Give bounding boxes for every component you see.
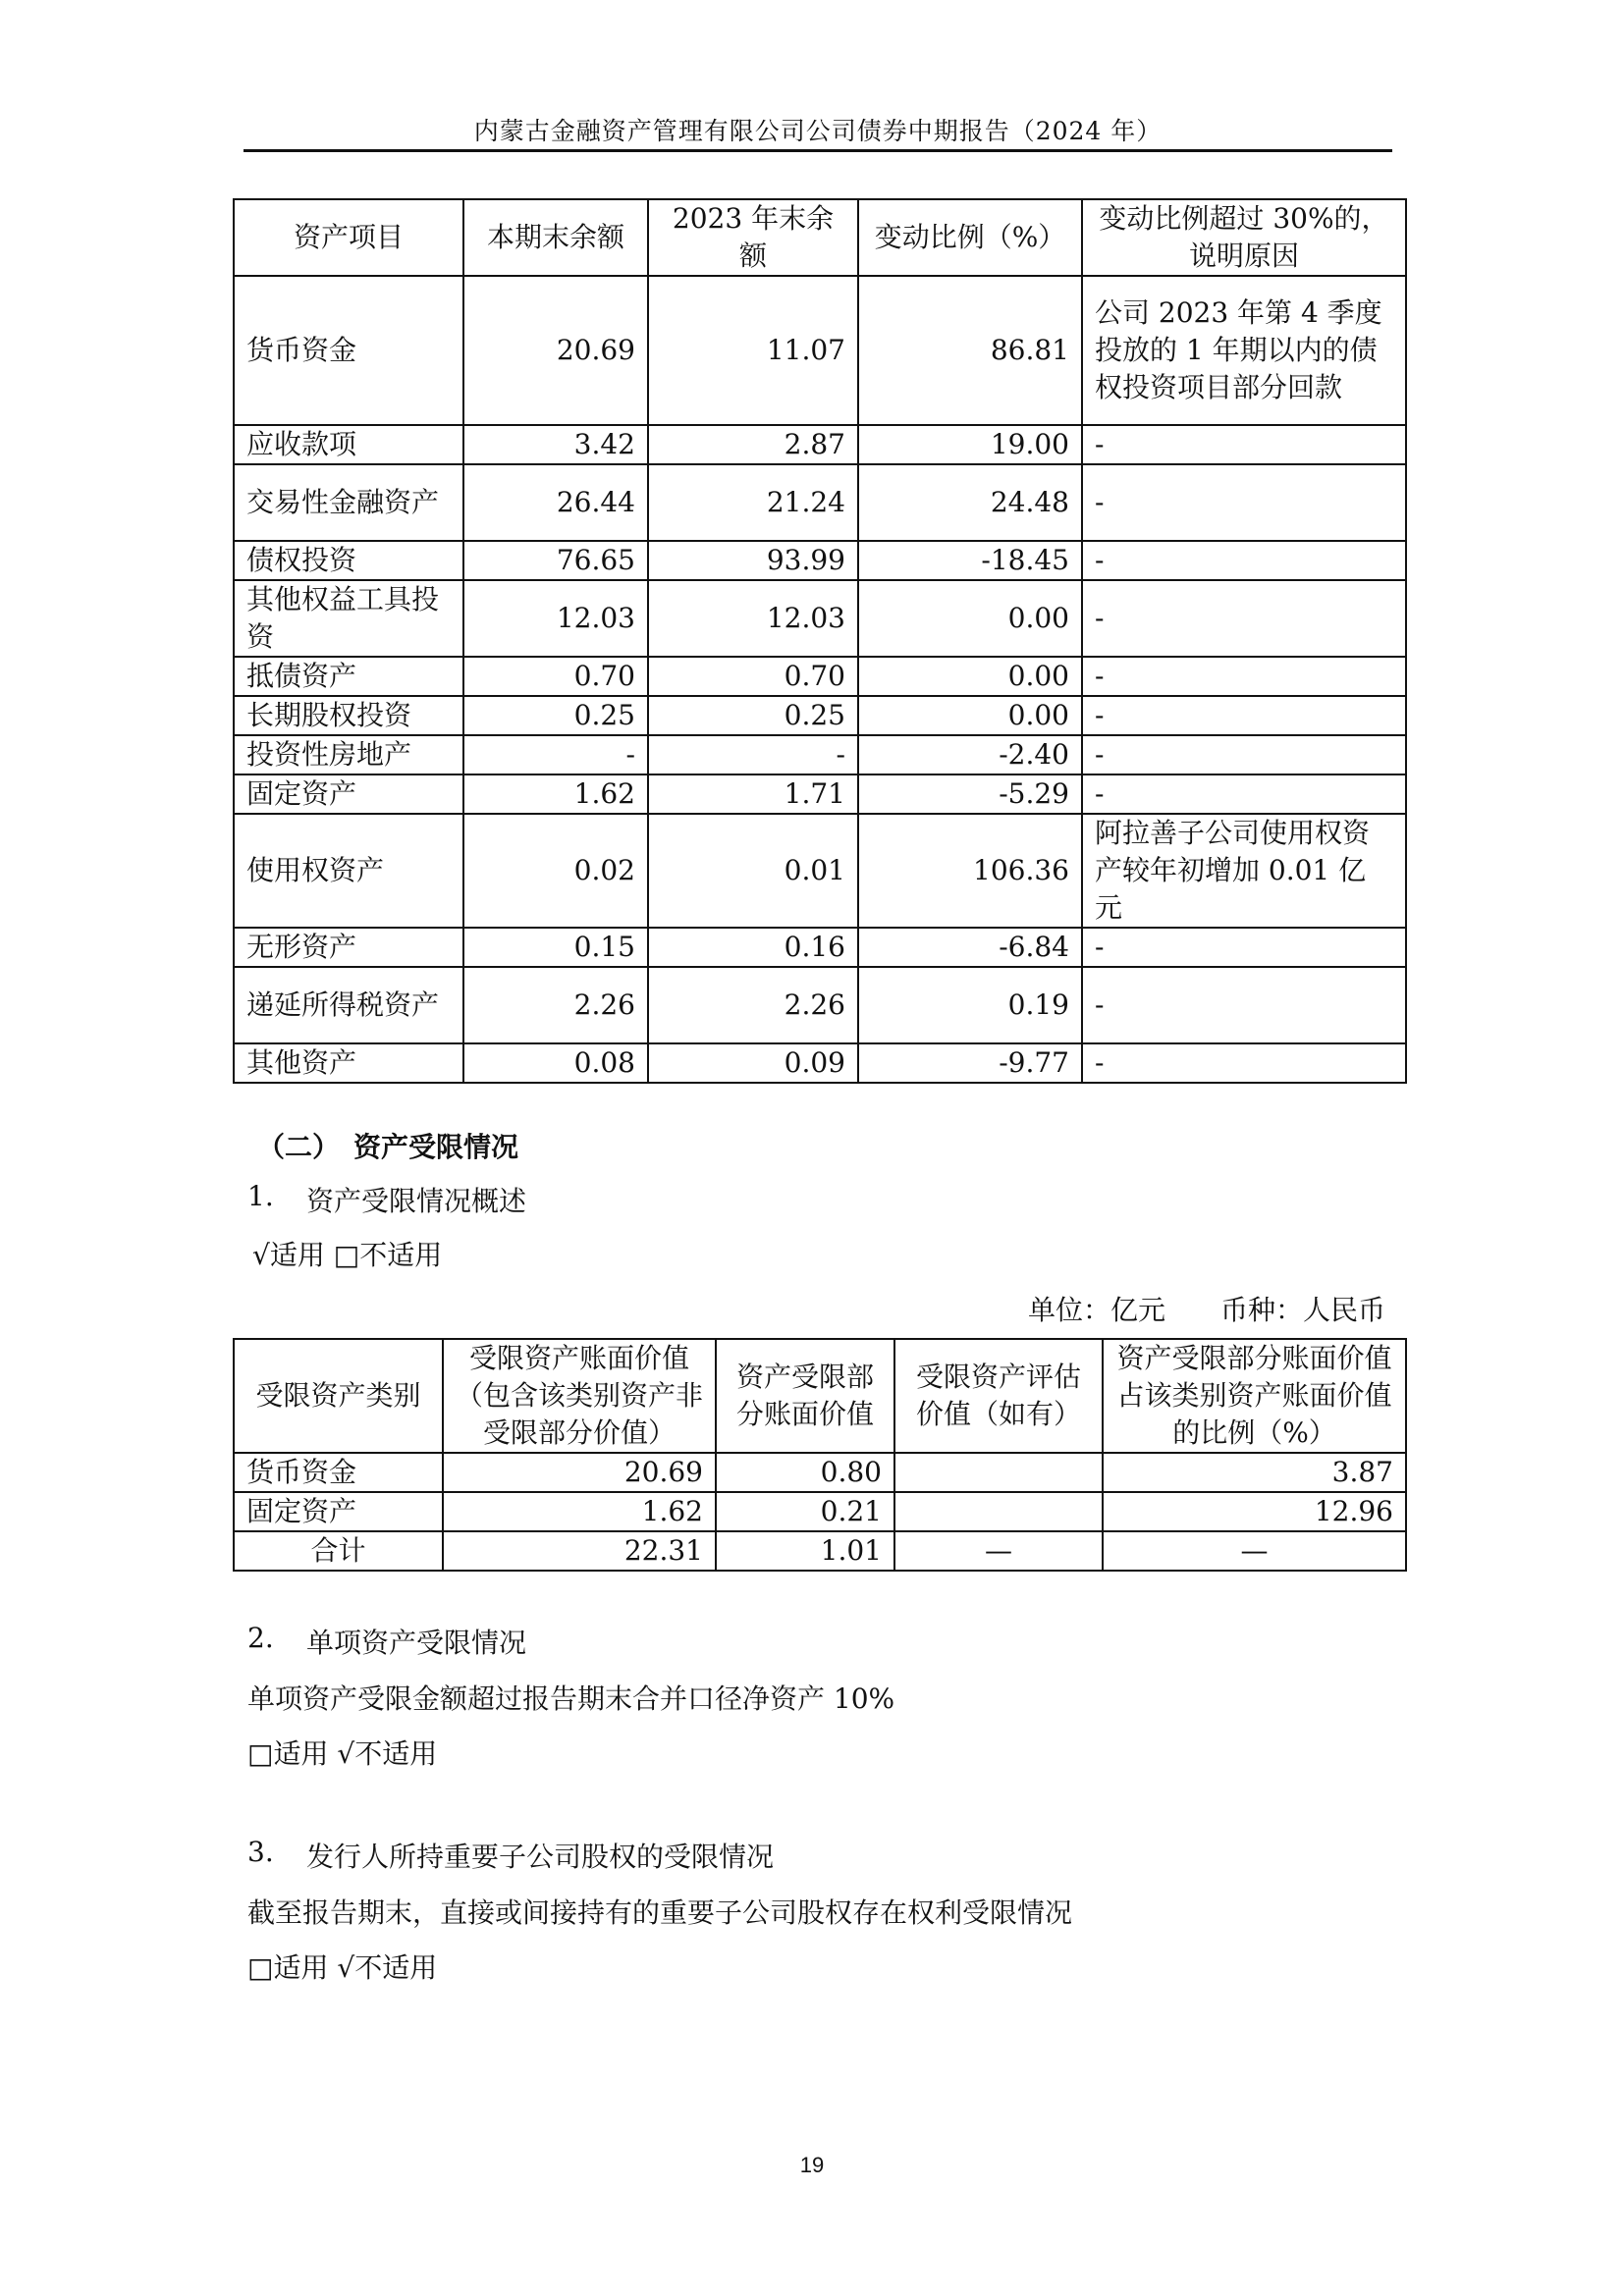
- restricted-category-cell: 货币资金: [234, 1453, 443, 1492]
- current-balance-cell: 0.25: [463, 696, 648, 735]
- book-value-cell: 20.69: [443, 1453, 716, 1492]
- asset-item-cell: 抵债资产: [234, 657, 463, 696]
- asset-item-cell: 交易性金融资产: [234, 464, 463, 541]
- current-balance-cell: 76.65: [463, 541, 648, 580]
- asset-item-cell: 其他权益工具投资: [234, 580, 463, 657]
- prior-balance-cell: 0.70: [648, 657, 858, 696]
- change-ratio-cell: 0.00: [858, 657, 1082, 696]
- current-balance-cell: 3.42: [463, 425, 648, 464]
- asset-item-cell: 货币资金: [234, 276, 463, 425]
- current-balance-cell: 1.62: [463, 774, 648, 814]
- current-balance-cell: 12.03: [463, 580, 648, 657]
- current-balance-cell: 0.08: [463, 1043, 648, 1083]
- change-ratio-cell: 24.48: [858, 464, 1082, 541]
- prior-balance-cell: 0.25: [648, 696, 858, 735]
- change-reason-cell: -: [1082, 425, 1406, 464]
- restricted-asset-row: [234, 1453, 1406, 1492]
- col-header-asset-item: 资产项目: [234, 199, 463, 276]
- asset-row: [234, 464, 1406, 541]
- asset-item-cell: 应收款项: [234, 425, 463, 464]
- change-reason-cell: -: [1082, 774, 1406, 814]
- change-reason-cell: -: [1082, 464, 1406, 541]
- asset-row: [234, 774, 1406, 814]
- change-reason-cell: -: [1082, 1043, 1406, 1083]
- appraisal-value-cell: [894, 1492, 1103, 1531]
- asset-item-cell: 使用权资产: [234, 814, 463, 928]
- asset-row: [234, 276, 1406, 425]
- asset-item-cell: 投资性房地产: [234, 735, 463, 774]
- subsection-3-applicable: □适用 √不适用: [247, 1951, 438, 1984]
- page-header: 内蒙古金融资产管理有限公司公司债券中期报告（2024 年）: [473, 117, 1163, 145]
- change-ratio-cell: 0.19: [858, 967, 1082, 1043]
- prior-balance-cell: 12.03: [648, 580, 858, 657]
- subsection-2-applicable: □适用 √不适用: [247, 1737, 438, 1770]
- restricted-category-cell: 固定资产: [234, 1492, 443, 1531]
- prior-balance-cell: 2.26: [648, 967, 858, 1043]
- total-appraisal-value: —: [894, 1531, 1103, 1571]
- col-header-book-value: 受限资产账面价值（包含该类别资产非受限部分价值）: [443, 1339, 716, 1453]
- col-header-change-ratio: 变动比例（%）: [858, 199, 1082, 276]
- col-header-current-balance: 本期末余额: [463, 199, 648, 276]
- change-ratio-cell: 86.81: [858, 276, 1082, 425]
- change-reason-cell: 阿拉善子公司使用权资产较年初增加 0.01 亿元: [1082, 814, 1406, 928]
- total-row: [234, 1531, 1406, 1571]
- col-header-change-reason: 变动比例超过 30%的，说明原因: [1082, 199, 1406, 276]
- restricted-book-value-cell: 0.80: [716, 1453, 894, 1492]
- prior-balance-cell: 0.01: [648, 814, 858, 928]
- asset-row: [234, 928, 1406, 967]
- current-balance-cell: 0.15: [463, 928, 648, 967]
- prior-balance-cell: 2.87: [648, 425, 858, 464]
- asset-item-cell: 递延所得税资产: [234, 967, 463, 1043]
- change-reason-cell: -: [1082, 580, 1406, 657]
- page-number: 19: [799, 2153, 825, 2177]
- book-value-cell: 1.62: [443, 1492, 716, 1531]
- subsection-3-description: 截至报告期末，直接或间接持有的重要子公司股权存在权利受限情况: [247, 1896, 1073, 1929]
- subsection-1-title: 资产受限情况概述: [306, 1185, 527, 1217]
- change-reason-cell: -: [1082, 735, 1406, 774]
- current-balance-cell: 0.70: [463, 657, 648, 696]
- change-ratio-cell: 19.00: [858, 425, 1082, 464]
- asset-row: [234, 541, 1406, 580]
- subsection-3-number: 3.: [247, 1836, 274, 1868]
- asset-row: [234, 580, 1406, 657]
- current-balance-cell: 2.26: [463, 967, 648, 1043]
- change-ratio-cell: -5.29: [858, 774, 1082, 814]
- change-reason-cell: 公司 2023 年第 4 季度投放的 1 年期以内的债权投资项目部分回款: [1082, 276, 1406, 425]
- col-header-restricted-ratio: 资产受限部分账面价值占该类别资产账面价值的比例（%）: [1103, 1339, 1406, 1453]
- current-balance-cell: 26.44: [463, 464, 648, 541]
- change-reason-cell: -: [1082, 928, 1406, 967]
- restricted-book-value-cell: 0.21: [716, 1492, 894, 1531]
- change-reason-cell: -: [1082, 696, 1406, 735]
- prior-balance-cell: -: [648, 735, 858, 774]
- current-balance-cell: 0.02: [463, 814, 648, 928]
- restricted-ratio-cell: 12.96: [1103, 1492, 1406, 1531]
- prior-balance-cell: 21.24: [648, 464, 858, 541]
- asset-item-cell: 固定资产: [234, 774, 463, 814]
- change-ratio-cell: -18.45: [858, 541, 1082, 580]
- prior-balance-cell: 0.09: [648, 1043, 858, 1083]
- change-reason-cell: -: [1082, 657, 1406, 696]
- change-ratio-cell: 0.00: [858, 696, 1082, 735]
- total-restricted-value: 1.01: [716, 1531, 894, 1571]
- subsection-3-title: 发行人所持重要子公司股权的受限情况: [306, 1841, 775, 1873]
- section-heading-asset-restriction: （二） 资产受限情况: [257, 1131, 519, 1163]
- subsection-2-description: 单项资产受限金额超过报告期末合并口径净资产 10%: [247, 1682, 895, 1715]
- subsection-1-applicable: √适用 □不适用: [252, 1239, 443, 1271]
- col-header-appraisal-value: 受限资产评估价值（如有）: [894, 1339, 1103, 1453]
- prior-balance-cell: 0.16: [648, 928, 858, 967]
- change-ratio-cell: -9.77: [858, 1043, 1082, 1083]
- restricted-asset-row: [234, 1492, 1406, 1531]
- change-ratio-cell: 0.00: [858, 580, 1082, 657]
- asset-row: [234, 657, 1406, 696]
- asset-row: [234, 1043, 1406, 1083]
- unit-currency-note: 单位：亿元 币种：人民币: [1028, 1294, 1386, 1326]
- restricted-assets-table: [233, 1338, 1407, 1572]
- asset-row: [234, 967, 1406, 1043]
- asset-row: [234, 814, 1406, 928]
- col-header-restricted-book-value: 资产受限部分账面价值: [716, 1339, 894, 1453]
- asset-row: [234, 425, 1406, 464]
- change-ratio-cell: -2.40: [858, 735, 1082, 774]
- current-balance-cell: 20.69: [463, 276, 648, 425]
- change-ratio-cell: -6.84: [858, 928, 1082, 967]
- total-label: 合计: [234, 1531, 443, 1571]
- asset-item-cell: 其他资产: [234, 1043, 463, 1083]
- change-reason-cell: -: [1082, 967, 1406, 1043]
- asset-item-cell: 债权投资: [234, 541, 463, 580]
- subsection-2-number: 2.: [247, 1622, 274, 1654]
- prior-balance-cell: 1.71: [648, 774, 858, 814]
- prior-balance-cell: 11.07: [648, 276, 858, 425]
- total-ratio: —: [1103, 1531, 1406, 1571]
- col-header-prior-balance: 2023 年末余额: [648, 199, 858, 276]
- asset-row: [234, 696, 1406, 735]
- asset-item-cell: 长期股权投资: [234, 696, 463, 735]
- change-reason-cell: -: [1082, 541, 1406, 580]
- total-book-value: 22.31: [443, 1531, 716, 1571]
- subsection-1-number: 1.: [247, 1180, 274, 1212]
- prior-balance-cell: 93.99: [648, 541, 858, 580]
- change-ratio-cell: 106.36: [858, 814, 1082, 928]
- asset-item-cell: 无形资产: [234, 928, 463, 967]
- col-header-restricted-category: 受限资产类别: [234, 1339, 443, 1453]
- header-divider: [244, 149, 1392, 152]
- asset-change-table: [233, 198, 1407, 1084]
- restricted-ratio-cell: 3.87: [1103, 1453, 1406, 1492]
- subsection-2-title: 单项资产受限情况: [306, 1627, 527, 1659]
- appraisal-value-cell: [894, 1453, 1103, 1492]
- current-balance-cell: -: [463, 735, 648, 774]
- asset-row: [234, 735, 1406, 774]
